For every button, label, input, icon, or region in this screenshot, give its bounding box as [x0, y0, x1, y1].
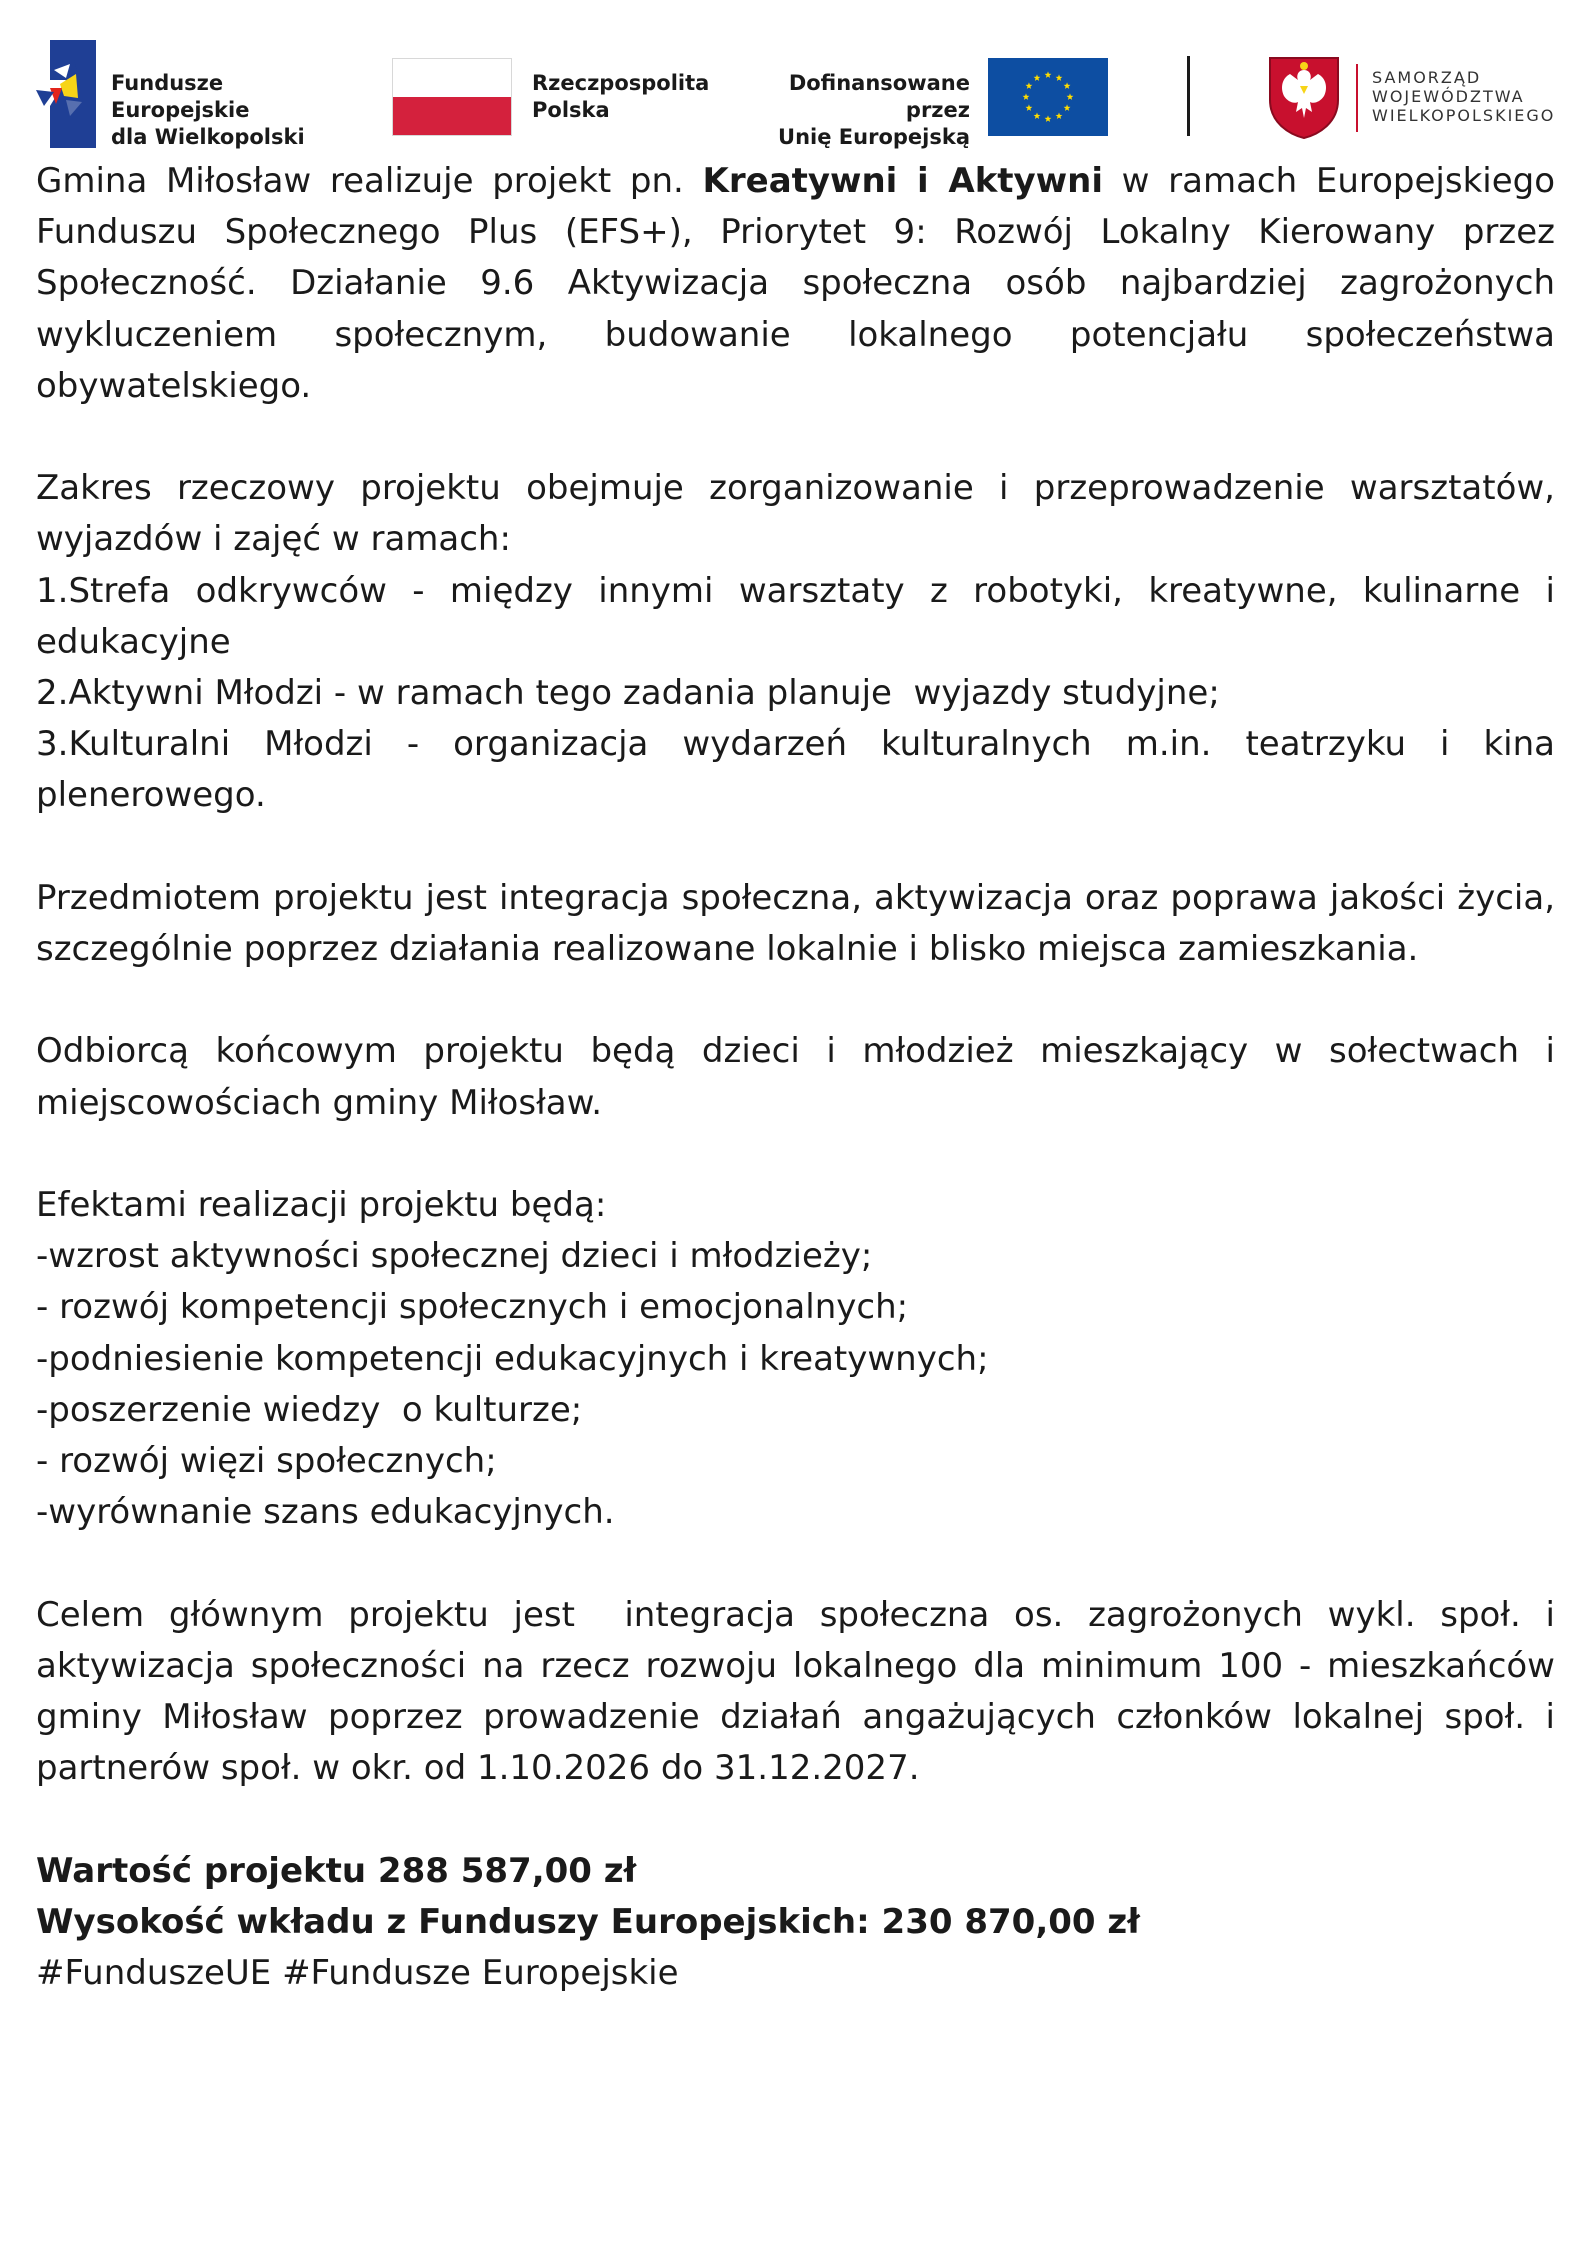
intro-line-4: wykluczeniem społecznym, budowanie lokalnego potencjału społeczeństwa [36, 314, 1555, 355]
rp-logo-line1: Rzeczpospolita [532, 71, 710, 95]
fe-logo-line1: Fundusze Europejskie [111, 71, 250, 122]
fe-logo-line2: dla Wielkopolski [111, 125, 305, 149]
goal-line-1: Celem głównym projektu jest integracja społeczna os. zagrożonych wykl. społ. i [36, 1594, 1555, 1635]
scope-paragraph [36, 463, 1555, 821]
subject-line-2: szczególnie poprzez działania realizowane lokalnie i blisko miejsca zamieszkania. [36, 929, 1419, 970]
project-name: Kreatywni i Aktywni [702, 161, 1103, 201]
intro-line-5: obywatelskiego. [36, 365, 312, 406]
goal-line-4: partnerów społ. w okr. od 1.10.2026 do 31.12.2027. [36, 1748, 920, 1789]
eu-contribution: Wysokość wkładu z Funduszy Europejskich: 230 870,00 zł [36, 1901, 1140, 1942]
eu-logo-line2: Unię Europejską [778, 125, 970, 149]
eu-logo [738, 58, 1110, 149]
samorzad-line2: WOJEWÓDZTWA [1372, 87, 1525, 106]
rp-logo [392, 58, 710, 138]
scope-item-1-line-2: edukacyjne [36, 621, 231, 662]
recipients-line-2: miejscowościach gminy Miłosław. [36, 1082, 603, 1123]
effects-item: -podniesienie kompetencji edukacyjnych i kreatywnych; [36, 1338, 989, 1379]
scope-line-2: wyjazdów i zajęć w ramach: [36, 519, 511, 560]
samorzad-line1: SAMORZĄD [1372, 68, 1482, 87]
fe-wielkopolska-logo [36, 40, 346, 150]
samorzad-divider [1356, 64, 1358, 132]
intro-line-2: Funduszu Społecznego Plus (EFS+), Priorytet 9: Rozwój Lokalny Kierowany przez [36, 212, 1555, 253]
samorzad-logo [1268, 56, 1568, 140]
intro-line-1: Gmina Miłosław realizuje projekt pn. Kreatywni i Aktywni w ramach Europejskiego [36, 161, 1556, 201]
intro-line-3: Społeczność. Działanie 9.6 Aktywizacja społeczna osób najbardziej zagrożonych [36, 263, 1555, 304]
fe-symbol-icon [36, 40, 96, 148]
subject-line-1: Przedmiotem projektu jest integracja społeczna, aktywizacja oraz poprawa jakości życia, [36, 877, 1555, 918]
scope-item-3-line-1: 3.Kulturalni Młodzi - organizacja wydarzeń kulturalnych m.in. teatrzyku i kina [36, 724, 1555, 765]
goal-line-3: gminy Miłosław poprzez prowadzenie działań angażujących członków lokalnej społ. i [36, 1697, 1555, 1738]
effects-item: -wzrost aktywności społecznej dzieci i młodzieży; [36, 1236, 873, 1277]
wielkopolska-coat-of-arms-icon [1268, 56, 1340, 140]
scope-item-2: 2.Aktywni Młodzi - w ramach tego zadania planuje wyjazdy studyjne; [36, 673, 1220, 714]
goal-line-2: aktywizacja społeczności na rzecz rozwoju lokalnego dla minimum 100 - mieszkańców [36, 1645, 1555, 1686]
scope-item-3-line-2: plenerowego. [36, 775, 266, 816]
hashtags: #FunduszeUE #Fundusze Europejskie [36, 1953, 679, 1994]
effects-item: -poszerzenie wiedzy o kulturze; [36, 1389, 583, 1430]
effects-item: - rozwój więzi społecznych; [36, 1441, 497, 1482]
recipients-line-1: Odbiorcą końcowym projektu będą dzieci i młodzież mieszkający w sołectwach i [36, 1031, 1555, 1072]
eu-flag-icon [988, 58, 1108, 136]
scope-item-1-line-1: 1.Strefa odkrywców - między innymi warsztaty z robotyki, kreatywne, kulinarne i [36, 570, 1555, 611]
recipients-paragraph [36, 1026, 1555, 1128]
project-value: Wartość projektu 288 587,00 zł [36, 1850, 637, 1891]
scope-line-1: Zakres rzeczowy projektu obejmuje zorganizowanie i przeprowadzenie warsztatów, [36, 468, 1555, 509]
polish-flag-icon [392, 58, 512, 136]
document-body [36, 156, 1555, 1999]
intro-paragraph [36, 156, 1555, 412]
effects-heading: Efektami realizacji projektu będą: [36, 1185, 607, 1225]
effects-item: - rozwój kompetencji społecznych i emocjonalnych; [36, 1287, 909, 1328]
goal-paragraph [36, 1590, 1555, 1795]
values-paragraph [36, 1846, 1555, 2000]
logo-bar [0, 40, 1587, 150]
eu-logo-line1: Dofinansowane przez [788, 71, 970, 122]
effects-paragraph [36, 1180, 1555, 1538]
rp-logo-line2: Polska [532, 98, 610, 122]
effects-item: -wyrównanie szans edukacyjnych. [36, 1492, 615, 1533]
samorzad-line3: WIELKOPOLSKIEGO [1372, 106, 1556, 125]
logo-divider [1187, 56, 1190, 136]
subject-paragraph [36, 873, 1555, 975]
